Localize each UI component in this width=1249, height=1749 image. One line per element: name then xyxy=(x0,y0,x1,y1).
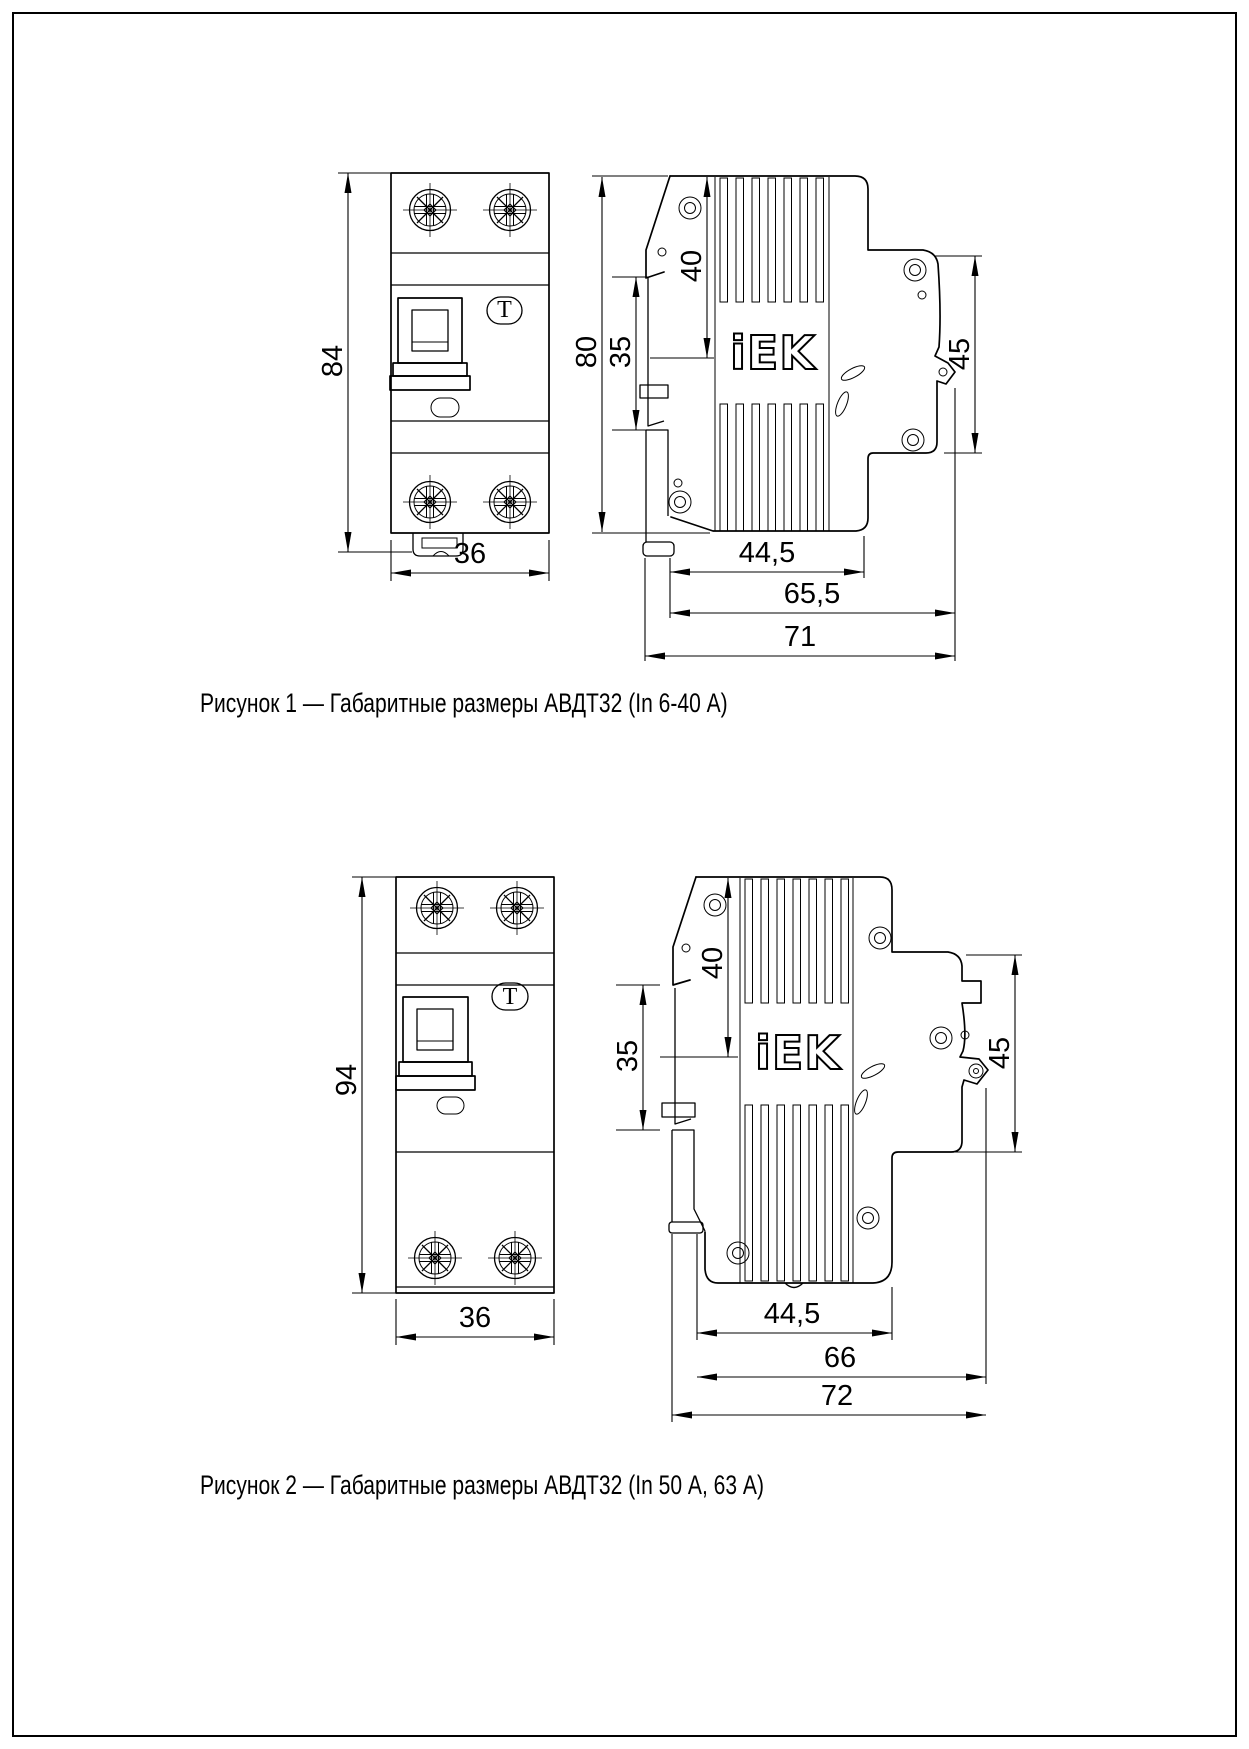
figure1-side-view xyxy=(571,176,982,661)
dim-front-face-2: 45 xyxy=(984,1036,1016,1070)
test-button-label: T xyxy=(502,984,518,1010)
din-clip-side xyxy=(643,430,674,556)
dim-top-to-rail-1: 40 xyxy=(676,249,708,283)
mould-mark xyxy=(859,1061,886,1081)
dim-front-height-1: 84 xyxy=(317,344,349,378)
dim-rail-2: 35 xyxy=(612,1039,644,1073)
mould-mark xyxy=(839,363,866,383)
dim-depth-total-1: 71 xyxy=(783,621,817,653)
figure2-side-view xyxy=(612,877,1022,1422)
rail-release-tab xyxy=(640,385,668,398)
mould-mark xyxy=(833,390,851,417)
vent-slots xyxy=(745,879,849,1281)
mould-mark xyxy=(852,1088,870,1115)
toggle-switch xyxy=(396,997,475,1090)
dim-side-height-1: 80 xyxy=(571,335,603,369)
figure1-caption: Рисунок 1 — Габаритные размеры АВДТ32 (In 6-40 А) xyxy=(200,688,728,718)
test-button-label: T xyxy=(497,297,512,323)
test-button xyxy=(492,983,528,1010)
figure2-caption: Рисунок 2 — Габаритные размеры АВДТ32 (In 50 А, 63 А) xyxy=(200,1470,765,1500)
dim-top-to-rail-2: 40 xyxy=(697,946,729,980)
figure2-drawing xyxy=(331,877,1022,1422)
dim-front-width-1: 36 xyxy=(453,538,487,570)
figure1-drawing xyxy=(317,173,982,661)
indicator-window xyxy=(437,1097,464,1114)
iek-logo: iEK xyxy=(755,1026,841,1080)
indicator-window xyxy=(431,398,459,417)
dim-depth-mid-1: 65,5 xyxy=(783,578,841,610)
iek-logo: iEK xyxy=(730,326,816,380)
test-button xyxy=(487,297,522,324)
figure1-front-view xyxy=(317,173,549,581)
dim-rail-1: 35 xyxy=(605,335,637,369)
figure2-front-view xyxy=(331,877,554,1345)
rail-release-tab xyxy=(662,1103,695,1117)
dim-front-face-1: 45 xyxy=(944,337,976,371)
din-clip-side xyxy=(669,1130,705,1233)
dim-depth-body-1: 44,5 xyxy=(738,537,796,569)
toggle-switch xyxy=(390,298,470,390)
dim-front-width-2: 36 xyxy=(458,1302,492,1334)
dim-depth-body-2: 44,5 xyxy=(763,1298,821,1330)
dim-depth-mid-2: 66 xyxy=(823,1342,857,1374)
dim-depth-total-2: 72 xyxy=(820,1380,854,1412)
dim-front-height-2: 94 xyxy=(331,1063,363,1097)
